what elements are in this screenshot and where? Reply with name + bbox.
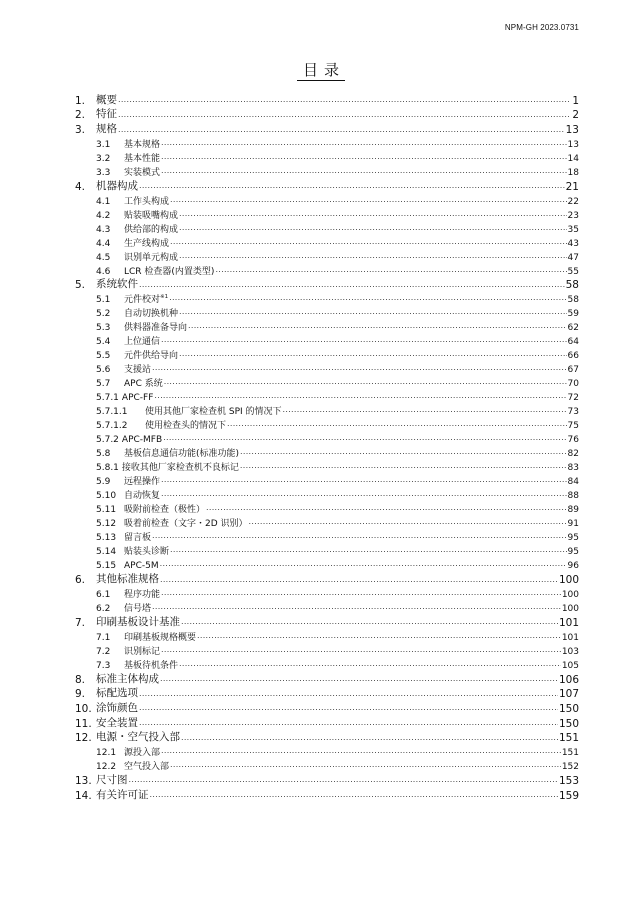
toc-entry[interactable] [75,529,579,543]
dot-leader [170,196,567,205]
toc-entry-label: 系统软件 [96,278,138,291]
toc-entry[interactable] [75,221,579,235]
toc-entry-page: 72 [567,393,579,404]
toc-entry-label: 电源・空气投入部 [96,731,180,744]
toc-entry-number: 5. [75,279,86,292]
toc-entry-number: 3.1 [96,140,111,151]
toc-entry[interactable] [75,600,579,614]
toc-entry-page: 84 [567,477,579,488]
toc-entry-page: 151 [558,732,579,745]
toc-entry[interactable] [75,235,579,249]
toc-entry-number: 5.5 [96,351,111,362]
toc-entry[interactable] [75,758,579,772]
toc-entry[interactable] [75,417,579,431]
toc-entry[interactable] [75,319,579,333]
toc-entry-label: 接收其他厂家检查机不良标记 [121,463,239,474]
toc-entry-number: 3.2 [96,154,111,165]
toc-entry-label: 有关许可证 [96,788,149,801]
toc-entry-label: 元件校对$^{※1}$ [124,294,169,306]
toc-entry[interactable] [75,700,579,715]
toc-entry[interactable] [75,207,579,221]
toc-entry[interactable] [75,431,579,445]
dot-leader [152,532,567,541]
dot-leader [161,490,567,499]
toc-entry-page: 13 [567,140,579,151]
toc-entry-label: 吸附前检查（极性） [124,505,206,516]
dot-leader [139,688,558,699]
toc-entry-number: 5.10 [96,491,117,502]
toc-entry-label: 贴装吸嘴构成 [124,210,179,221]
toc-entry-number: 3.3 [96,168,111,179]
toc-entry-page: 100 [558,574,579,587]
toc-entry-page: 89 [567,505,579,516]
toc-entry[interactable] [75,136,579,150]
toc-entry[interactable] [75,643,579,657]
dot-leader [227,420,567,429]
toc-entry-label: 自动切换机种 [124,309,179,320]
toc-entry-page: 106 [558,673,579,686]
toc-entry-number: 14. [75,789,92,802]
toc-entry[interactable] [75,515,579,529]
toc-entry-label: 标配选项 [96,687,138,700]
toc-entry-number: 4.3 [96,224,111,235]
toc-entry-label: 印刷基板设计基准 [96,615,180,628]
toc-entry-label: LCR 检查器(内置类型) [124,266,215,277]
toc-entry[interactable] [75,557,579,571]
toc-entry-number: 13. [75,774,92,787]
toc-entry[interactable] [75,389,579,403]
toc-entry[interactable] [75,629,579,643]
toc-entry-label: 基本规格 [124,140,161,151]
toc-entry-label: 留言板 [124,533,152,544]
dot-leader [160,574,558,585]
toc-entry-number: 4.4 [96,238,111,249]
toc-entry-page: 21 [565,180,579,193]
toc-entry-label: 上位通信 [124,337,161,348]
dot-leader [170,761,561,770]
toc-entry-number: 8. [75,673,86,686]
toc-entry-number: 9. [75,688,86,701]
toc-entry-page: 103 [561,646,579,657]
dot-leader [139,180,565,191]
toc-entry-label: 远程操作 [124,477,161,488]
toc-entry-page: 58 [567,295,579,306]
dot-leader [160,673,558,684]
dot-leader [161,153,567,162]
dot-leader [118,94,570,105]
toc-entry-number: 5.3 [96,323,111,334]
toc-entry-label: 元件供给导向 [124,351,179,362]
toc-entry[interactable] [75,305,579,319]
toc-entry[interactable] [75,291,579,305]
dot-leader [197,632,561,641]
toc-entry[interactable] [75,459,579,473]
toc-entry-label: 基板待机条件 [124,660,179,671]
toc-entry-page: 100 [561,604,579,615]
toc-entry-page: 88 [567,491,579,502]
toc-entry-label: 实装模式 [124,168,161,179]
toc-entry-page: 55 [567,266,579,277]
toc-entry-page: 76 [567,435,579,446]
dot-leader [152,364,567,373]
toc-entry-page: 64 [567,337,579,348]
dot-leader [181,616,558,627]
toc-entry[interactable] [75,178,579,193]
toc-entry-number: 5.11 [96,505,117,516]
toc-entry[interactable] [75,107,579,122]
toc-entry-page: 105 [561,660,579,671]
toc-entry-number: 11. [75,717,92,730]
toc-entry-page: 22 [567,196,579,207]
dot-leader [169,294,566,303]
toc-entry-number: 5.4 [96,337,111,348]
dot-leader [249,518,567,527]
toc-entry-number: 10. [75,702,92,715]
dot-leader [170,238,567,247]
toc-entry-number: 12.2 [96,762,117,773]
toc-entry-number: 5.8.1 [96,463,119,474]
dot-leader [188,322,567,331]
toc-entry-number: 5.9 [96,477,111,488]
toc-entry-number: 4.6 [96,266,111,277]
toc-entry-label: 机器构成 [96,179,138,192]
toc-entry-number: 4.1 [96,196,111,207]
toc-entry-page: 14 [567,154,579,165]
toc-entry[interactable] [75,121,579,136]
toc-entry-label: 贴装头诊断 [124,547,170,558]
toc-entry-page: 62 [567,323,579,334]
table-of-contents [75,92,579,802]
toc-entry[interactable] [75,473,579,487]
dot-leader [240,462,567,471]
toc-entry-label: 使用检查头的情况下 [145,421,227,432]
toc-entry-page: 91 [567,519,579,530]
toc-entry-number: 1. [75,94,86,107]
dot-leader [206,504,567,513]
toc-entry-page: 1 [572,94,579,107]
toc-entry[interactable] [75,543,579,557]
toc-entry-label: APC-MFB [121,435,163,446]
dot-leader [161,646,561,655]
toc-entry-label: 基本性能 [124,154,161,165]
toc-entry-label: 程序功能 [124,590,161,601]
toc-entry-number: 5.2 [96,309,111,320]
toc-entry-page: 67 [567,365,579,376]
toc-entry-label: 工作头构成 [124,196,170,207]
toc-entry-label: 特征 [96,108,117,121]
toc-entry[interactable] [75,249,579,263]
toc-entry-page: 73 [567,407,579,418]
toc-entry-page: 101 [561,632,579,643]
toc-entry-number: 5.15 [96,561,117,572]
toc-entry-page: 13 [565,124,579,137]
toc-entry-label: APC-5M [124,561,159,572]
toc-entry[interactable] [75,586,579,600]
dot-leader [240,448,567,457]
dot-leader [161,589,561,598]
toc-entry[interactable] [75,744,579,758]
toc-entry-label: 源投入部 [124,748,161,759]
document-code: NPM-GH 2023.0731 [504,23,579,32]
dot-leader [139,717,558,728]
toc-entry-number: 7.2 [96,646,111,657]
toc-entry-page: 95 [567,547,579,558]
toc-entry-label: 印刷基板规格概要 [124,632,197,643]
page-title: 目录 [0,59,642,80]
toc-entry[interactable] [75,164,579,178]
toc-entry-page: 59 [567,309,579,320]
toc-entry[interactable] [75,150,579,164]
dot-leader [152,603,561,612]
toc-entry[interactable] [75,487,579,501]
toc-entry-label: 供料器准备导向 [124,323,188,334]
toc-entry-label: 支援站 [124,365,152,376]
toc-entry[interactable] [75,375,579,389]
toc-entry-number: 4.2 [96,210,111,221]
toc-entry-number: 12. [75,732,92,745]
dot-leader [181,732,558,743]
toc-entry-page: 43 [567,238,579,249]
toc-entry[interactable] [75,445,579,459]
toc-entry-label: 安全装置 [96,716,138,729]
toc-entry[interactable] [75,263,579,277]
toc-entry-label: 标准主体构成 [96,672,159,685]
toc-entry-page: 75 [567,421,579,432]
toc-entry-page: 82 [567,449,579,460]
toc-entry-number: 5.7 [96,379,111,390]
toc-entry[interactable] [75,193,579,207]
toc-entry-label: 识别标记 [124,646,161,657]
toc-entry-label: 概要 [96,93,117,106]
toc-entry-number: 5.7.1.1 [96,407,128,418]
toc-entry-number: 5.12 [96,519,117,530]
toc-entry-page: 107 [558,688,579,701]
dot-leader [215,266,566,275]
dot-leader [161,747,561,756]
toc-entry-page: 58 [565,279,579,292]
dot-leader [150,789,558,800]
toc-entry-page: 153 [558,774,579,787]
dot-leader [161,167,567,176]
toc-entry-number: 4. [75,180,86,193]
toc-entry-page: 150 [558,702,579,715]
toc-entry[interactable] [75,571,579,586]
dot-leader [179,224,567,233]
toc-entry-number: 5.7.2 [96,435,119,446]
toc-entry[interactable] [75,347,579,361]
dot-leader [161,476,567,485]
toc-entry[interactable] [75,715,579,730]
toc-entry-page: 159 [558,789,579,802]
toc-entry-number: 5.7.1.2 [96,421,128,432]
toc-entry[interactable] [75,787,579,802]
toc-entry-page: 96 [567,561,579,572]
dot-leader [163,434,566,443]
toc-entry-label: 使用其他厂家检查机 SPI 的情况下 [145,407,282,418]
toc-entry-number: 3. [75,124,86,137]
dot-leader [164,378,567,387]
toc-entry[interactable] [75,671,579,686]
dot-leader [161,336,567,345]
dot-leader [139,702,558,713]
toc-entry[interactable] [75,403,579,417]
toc-entry-page: 47 [567,252,579,263]
toc-entry-page: 2 [572,109,579,122]
toc-entry[interactable] [75,501,579,515]
toc-entry-label: 供给部的构成 [124,224,179,235]
footnote-mark: ※1 [160,294,169,301]
dot-leader [118,124,565,135]
toc-entry[interactable] [75,772,579,787]
toc-entry-label: APC 系统 [124,379,163,390]
toc-entry-number: 2. [75,109,86,122]
toc-entry-number: 12.1 [96,748,117,759]
toc-entry-page: 100 [561,590,579,601]
toc-entry-label: 信号塔 [124,604,152,615]
toc-entry-label: 吸着前检查（文字・2D 识别） [124,519,248,530]
dot-leader [179,350,567,359]
dot-leader [160,560,567,569]
toc-entry-number: 5.7.1 [96,393,119,404]
toc-entry-number: 5.13 [96,533,117,544]
toc-entry-page: 23 [567,210,579,221]
toc-entry-number: 6. [75,574,86,587]
toc-entry-page: 101 [558,616,579,629]
dot-leader [139,279,565,290]
dot-leader [161,139,567,148]
toc-entry-page: 151 [561,748,579,759]
dot-leader [118,109,570,120]
dot-leader [179,252,567,261]
toc-entry[interactable] [75,92,579,107]
toc-entry-number: 6.1 [96,590,111,601]
toc-entry-page: 83 [567,463,579,474]
toc-entry-page: 35 [567,224,579,235]
toc-entry-number: 7.1 [96,632,111,643]
dot-leader [129,774,558,785]
toc-entry-page: 150 [558,717,579,730]
toc-entry-label: 识别单元构成 [124,252,179,263]
dot-leader [170,546,567,555]
toc-entry-number: 4.5 [96,252,111,263]
toc-entry[interactable] [75,361,579,375]
toc-entry-label: 其他标准规格 [96,573,159,586]
toc-entry-page: 66 [567,351,579,362]
toc-entry[interactable] [75,657,579,671]
toc-entry-label: 尺寸图 [96,773,128,786]
dot-leader [179,308,567,317]
toc-entry-page: 95 [567,533,579,544]
toc-entry-label: 空气投入部 [124,762,170,773]
toc-entry-number: 5.1 [96,295,111,306]
dot-leader [283,406,567,415]
toc-entry-label: 生产线构成 [124,238,170,249]
toc-entry[interactable] [75,277,579,292]
dot-leader [179,660,561,669]
toc-entry-number: 5.14 [96,547,117,558]
toc-entry-label: 规格 [96,123,117,136]
toc-entry[interactable] [75,730,579,745]
toc-entry[interactable] [75,686,579,701]
toc-entry[interactable] [75,333,579,347]
toc-entry-label: APC-FF [121,393,154,404]
dot-leader [154,392,566,401]
toc-entry-label: 涂饰颜色 [96,701,138,714]
toc-entry-page: 70 [567,379,579,390]
dot-leader [179,210,567,219]
toc-entry-page: 18 [567,168,579,179]
toc-entry-number: 6.2 [96,604,111,615]
toc-entry-number: 5.8 [96,449,111,460]
toc-entry-page: 152 [561,762,579,773]
toc-entry-number: 7. [75,616,86,629]
toc-entry-label: 自动恢复 [124,491,161,502]
toc-entry-number: 5.6 [96,365,111,376]
toc-entry[interactable] [75,614,579,629]
toc-entry-label: 基板信息通信功能(标准功能) [124,449,240,460]
toc-entry-number: 7.3 [96,660,111,671]
